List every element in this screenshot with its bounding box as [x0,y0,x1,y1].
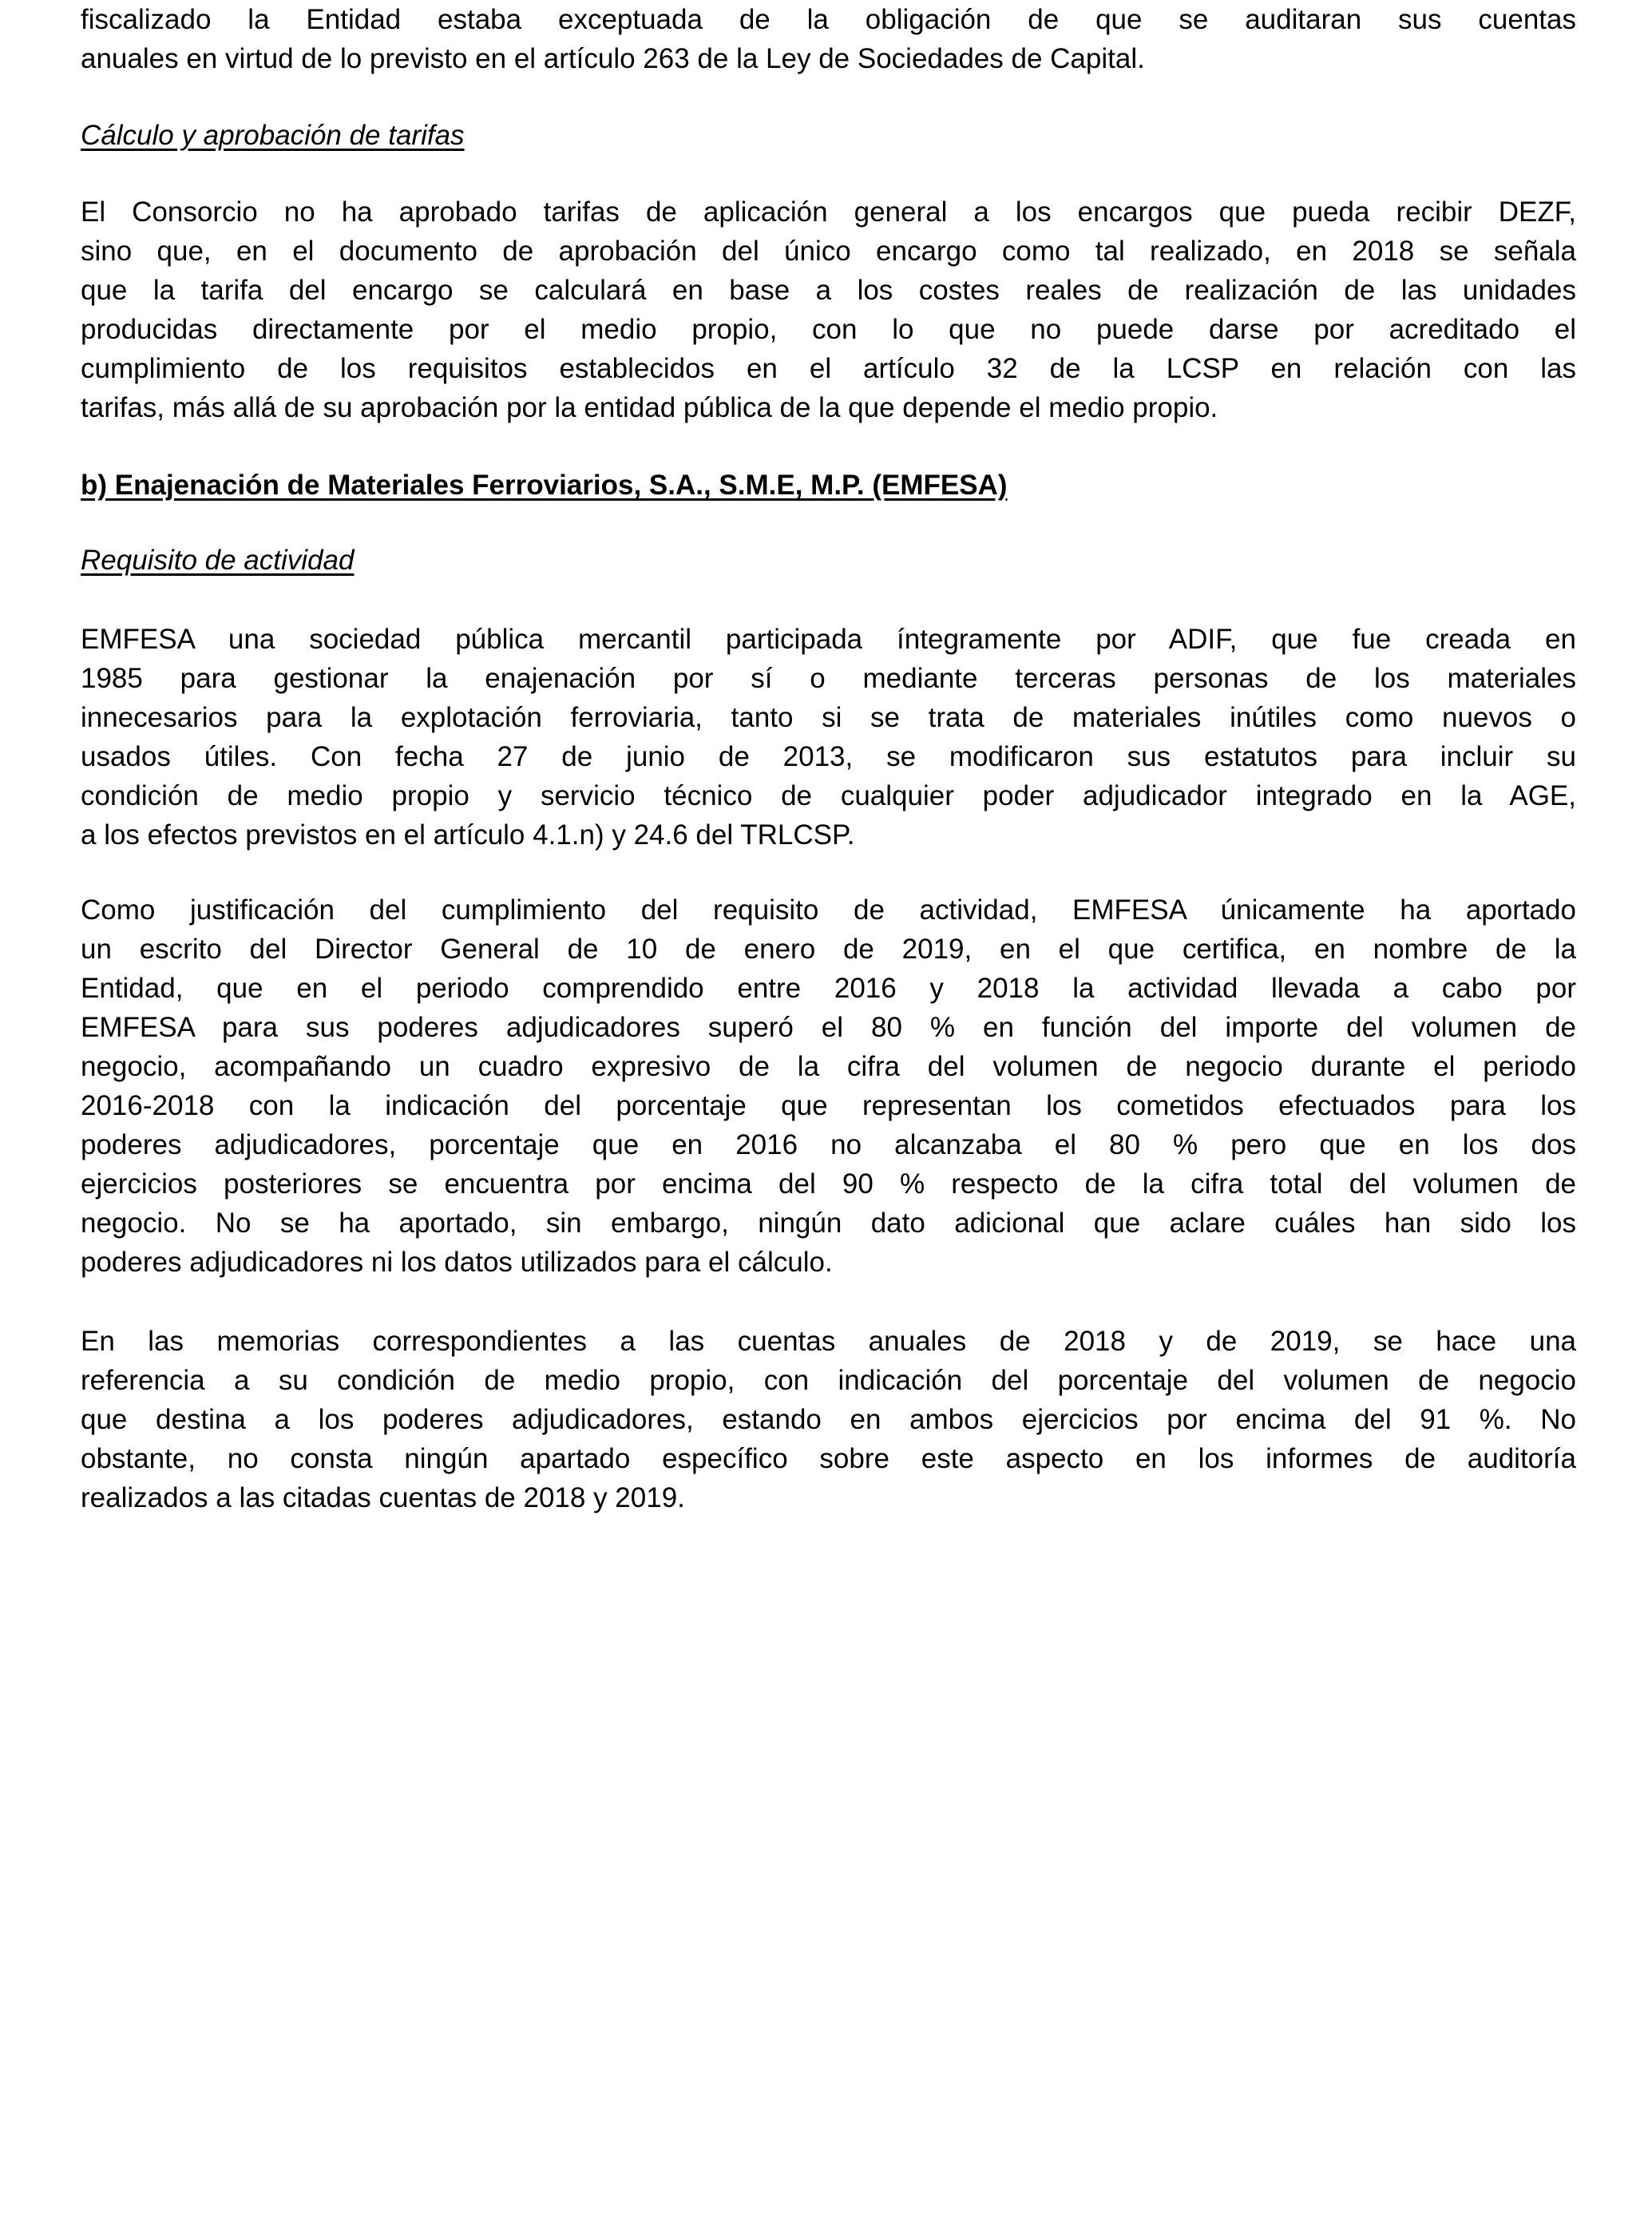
paragraph-audit-exemption [81,0,1576,78]
text-line: Como justificación del cumplimiento del requisito de actividad, EMFESA únicamente ha aportado [81,894,1576,926]
text-line: anuales en virtud de lo previsto en el artículo 263 de la Ley de Sociedades de Capital. [81,43,1145,74]
text-line: producidas directamente por el medio propio, con lo que no puede darse por acreditado el [81,314,1576,345]
heading-emfesa [81,466,1576,505]
text-line: 1985 para gestionar la enajenación por sí o mediante terceras personas de los materiales [81,663,1576,694]
paragraph-tarifas [81,192,1576,427]
text-line: realizados a las citadas cuentas de 2018 y 2019. [81,1482,685,1513]
heading-requisito-actividad [81,541,1576,580]
text-line: ejercicios posteriores se encuentra por encima del 90 % respecto de la cifra total del volumen de [81,1168,1576,1200]
text-line: EMFESA una sociedad pública mercantil participada íntegramente por ADIF, que fue creada en [81,624,1576,655]
text-line: negocio, acompañando un cuadro expresivo de la cifra del volumen de negocio durante el periodo [81,1051,1576,1082]
text-line: poderes adjudicadores ni los datos utilizados para el cálculo. [81,1247,833,1278]
text-line: negocio. No se ha aportado, sin embargo, ningún dato adicional que aclare cuáles han sido los [81,1208,1576,1239]
text-line: obstante, no consta ningún apartado específico sobre este aspecto en los informes de auditoría [81,1443,1576,1474]
text-line: un escrito del Director General de 10 de enero de 2019, en el que certifica, en nombre de la [81,934,1576,965]
text-line: tarifas, más allá de su aprobación por la entidad pública de la que depende el medio propio. [81,392,1218,423]
text-line: que destina a los poderes adjudicadores, estando en ambos ejercicios por encima del 91 %. No [81,1404,1576,1435]
subsection-heading: Cálculo y aprobación de tarifas [81,120,465,151]
text-line: usados útiles. Con fecha 27 de junio de 2013, se modificaron sus estatutos para incluir su [81,741,1576,772]
text-line: El Consorcio no ha aprobado tarifas de aplicación general a los encargos que pueda recibir DEZF, [81,196,1576,228]
text-line: En las memorias correspondientes a las cuentas anuales de 2018 y de 2019, se hace una [81,1326,1576,1357]
text-line: que la tarifa del encargo se calculará en base a los costes reales de realización de las unidades [81,275,1576,306]
text-line: a los efectos previstos en el artículo 4.1.n) y 24.6 del TRLCSP. [81,819,855,851]
text-line: 2016-2018 con la indicación del porcentaje que representan los cometidos efectuados para los [81,1090,1576,1121]
text-line: innecesarios para la explotación ferroviaria, tanto si se trata de materiales inútiles como nuevos o [81,702,1576,733]
heading-calculo-tarifas [81,116,1576,155]
text-line: poderes adjudicadores, porcentaje que en 2016 no alcanzaba el 80 % pero que en los dos [81,1129,1576,1160]
subsection-heading: Requisito de actividad [81,545,355,576]
paragraph-activity-justification [81,890,1576,1282]
paragraph-emfesa-description [81,620,1576,855]
text-line: cumplimiento de los requisitos establecidos en el artículo 32 de la LCSP en relación con las [81,353,1576,384]
text-line: Entidad, que en el periodo comprendido entre 2016 y 2018 la actividad llevada a cabo por [81,973,1576,1004]
text-line: EMFESA para sus poderes adjudicadores superó el 80 % en función del importe del volumen de [81,1012,1576,1043]
paragraph-annual-accounts [81,1322,1576,1517]
text-line: condición de medio propio y servicio técnico de cualquier poder adjudicador integrado en la AGE, [81,780,1576,811]
text-line: referencia a su condición de medio propio, con indicación del porcentaje del volumen de negocio [81,1365,1576,1396]
text-line: sino que, en el documento de aprobación del único encargo como tal realizado, en 2018 se señala [81,236,1576,267]
text-line: fiscalizado la Entidad estaba exceptuada de la obligación de que se auditaran sus cuentas [81,4,1576,35]
section-heading: b) Enajenación de Materiales Ferroviarios, S.A., S.M.E, M.P. (EMFESA) [81,470,1008,501]
